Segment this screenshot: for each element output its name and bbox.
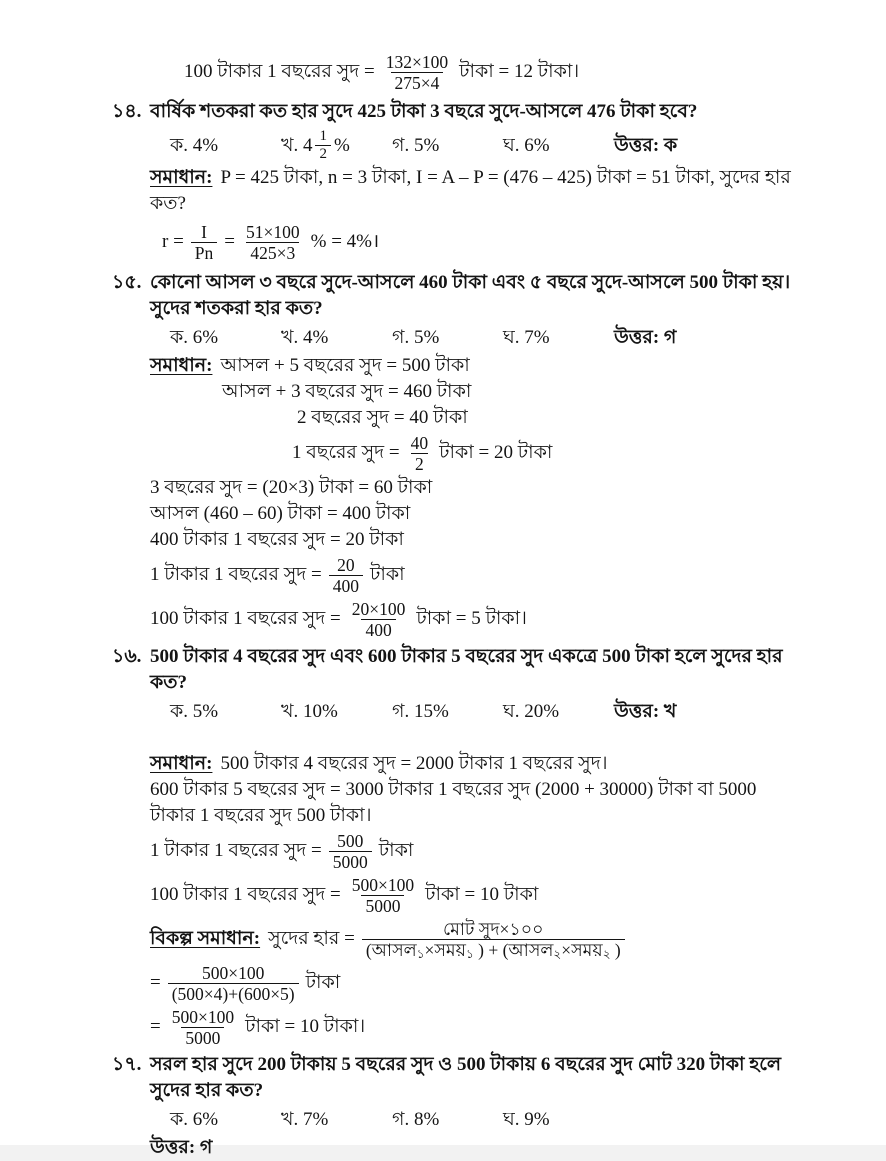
text-segment: ) <box>610 939 621 960</box>
fraction <box>168 963 299 1004</box>
option-d: ঘ. 9% <box>503 1109 550 1130</box>
text-segment: টাকা <box>305 972 341 993</box>
question-17-answer: উত্তর: গ <box>150 1137 213 1158</box>
subscript: ১ <box>416 946 425 961</box>
text-segment: টাকা <box>370 564 405 585</box>
question-14-rate-formula <box>162 217 830 267</box>
text-segment: 1 টাকার 1 বছরের সুদ = <box>150 840 322 861</box>
question-16-number: ১৬. <box>112 646 142 667</box>
question-15-solution-line-9 <box>150 597 830 641</box>
answer-label: উত্তর: খ <box>614 701 677 722</box>
option-a: ক. 6% <box>170 1109 219 1130</box>
fraction-numerator: 1 <box>319 128 327 144</box>
option-c: গ. 8% <box>392 1109 440 1130</box>
question-17-text: সরল হার সুদে 200 টাকায় 5 বছরের সুদ ও 500 টাকায় 6 বছরের সুদ মোট 320 টাকা হলে সুদের হার কত? <box>150 1054 782 1101</box>
fraction <box>382 52 452 93</box>
option-d: ঘ. 20% <box>503 701 560 722</box>
question-15-solution-line-1 <box>150 353 830 379</box>
option-d: ঘ. 7% <box>503 327 550 348</box>
solution-text: 500 টাকার 4 বছরের সুদ = 2000 টাকার 1 বছরের সুদ। <box>220 753 608 774</box>
fraction-denominator: Pn <box>191 242 217 263</box>
option-d: ঘ. 6% <box>503 134 550 156</box>
option-c: গ. 5% <box>392 327 440 348</box>
text-segment: টাকা = 5 টাকা। <box>416 608 527 629</box>
fraction-numerator: 500×100 <box>351 874 415 895</box>
fraction <box>315 128 331 163</box>
fraction <box>348 875 418 916</box>
question-14-number: ১৪. <box>112 101 142 122</box>
question-16-solution-line-3 <box>150 829 830 873</box>
text-segment: টাকা = 20 টাকা <box>439 442 553 463</box>
answer-label: উত্তর: ক <box>614 134 678 156</box>
question-15-solution-line-7: 400 টাকার 1 বছরের সুদ = 20 টাকা <box>150 529 404 550</box>
fraction <box>329 831 372 872</box>
text-segment: % = 4%। <box>310 231 380 252</box>
fraction-numerator: 500×100 <box>171 1006 235 1027</box>
question-15 <box>112 270 830 322</box>
answer-label: উত্তর: গ <box>614 327 677 348</box>
alternative-solution-step-1 <box>150 961 830 1005</box>
question-15-solution-line-6: আসল (460 – 60) টাকা = 400 টাকা <box>150 503 411 524</box>
question-15-solution-line-4 <box>292 431 830 475</box>
text-segment: সুদের হার = <box>268 928 355 949</box>
question-15-number: ১৫. <box>112 272 142 293</box>
text-segment: ×সময় <box>424 939 466 960</box>
text-segment: = <box>150 1016 161 1037</box>
fraction-numerator: 51×100 <box>246 221 300 242</box>
fraction-numerator: I <box>201 221 207 242</box>
question-16-text: 500 টাকার 4 বছরের সুদ এবং 600 টাকার 5 বছরের সুদ একত্রে 500 টাকা হলে সুদের হার কত? <box>150 646 783 693</box>
fraction-numerator: 40 <box>410 432 429 453</box>
text-segment: টাকা = 12 টাকা। <box>459 61 580 82</box>
question-16-solution-line-4 <box>150 873 830 917</box>
text-segment: (আসল <box>365 939 417 960</box>
fraction <box>242 222 304 263</box>
fraction-denominator: 400 <box>329 575 363 596</box>
text-segment: ) + (আসল <box>473 939 554 960</box>
fraction-denominator: 5000 <box>361 895 404 916</box>
option-c: গ. 15% <box>392 701 449 722</box>
question-17-options <box>170 1107 830 1133</box>
fraction-numerator: 20 <box>337 554 355 575</box>
question-15-solution-line-3: 2 বছরের সুদ = 40 টাকা <box>297 407 468 428</box>
alternative-solution-step-2 <box>150 1005 830 1049</box>
question-14-solution <box>150 165 800 217</box>
option-b: খ. 10% <box>281 701 338 722</box>
subscript: ১ <box>465 946 474 961</box>
question-15-solution-line-5: 3 বছরের সুদ = (20×3) টাকা = 60 টাকা <box>150 477 433 498</box>
fraction-denominator: 2 <box>315 145 331 163</box>
fraction <box>348 599 410 640</box>
option-a: ক. 5% <box>170 701 219 722</box>
fraction-numerator: 500 <box>337 830 364 851</box>
option-a: ক. 4% <box>170 134 219 156</box>
question-17-number: ১৭. <box>112 1054 142 1075</box>
fraction-numerator: 20×100 <box>351 598 406 619</box>
question-16 <box>112 644 830 696</box>
question-14-text: বার্ষিক শতকরা কত হার সুদে 425 টাকা 3 বছরে সুদে-আসলে 476 টাকা হবে? <box>150 101 698 122</box>
fraction-numerator: 132×100 <box>385 51 449 72</box>
fraction <box>168 1007 238 1048</box>
fraction-denominator: (500×4)+(600×5) <box>168 983 299 1004</box>
question-16-solution-line-2: 600 টাকার 5 বছরের সুদ = 3000 টাকার 1 বছরের সুদ (2000 + 30000) টাকা বা 5000 টাকার 1 বছরের সুদ 500 টাকা। <box>150 779 757 826</box>
question-14-options <box>170 128 830 163</box>
subscript: ২ <box>602 946 611 961</box>
text-segment: 100 টাকার 1 বছরের সুদ = <box>150 608 341 629</box>
text-segment: r = <box>162 231 184 252</box>
fraction <box>191 222 217 263</box>
text-segment: = <box>150 972 161 993</box>
question-15-text: কোনো আসল ৩ বছরে সুদে-আসলে 460 টাকা এবং ৫ বছরে সুদে-আসলে 500 টাকা হয়। সুদের শতকরা হার কত? <box>150 272 791 319</box>
q13-result-line <box>184 48 830 96</box>
fraction <box>362 919 625 960</box>
solution-label: সমাধান: <box>150 167 213 188</box>
fraction-numerator: 500×100 <box>201 962 265 983</box>
alternative-solution-label: বিকল্প সমাধান: <box>150 928 261 949</box>
option-b <box>281 128 392 163</box>
text-segment: টাকা = 10 টাকা। <box>245 1016 366 1037</box>
option-b: খ. 4% <box>281 327 329 348</box>
text-segment: 1 বছরের সুদ = <box>292 442 400 463</box>
option-b: খ. 7% <box>281 1109 329 1130</box>
option-c: গ. 5% <box>392 134 440 156</box>
fraction-denominator: 425×3 <box>246 242 299 263</box>
text-segment: 1 টাকার 1 বছরের সুদ = <box>150 564 322 585</box>
fraction-denominator: 5000 <box>181 1027 224 1048</box>
fraction-denominator: 5000 <box>329 851 372 872</box>
text-segment: % <box>333 134 350 156</box>
text-segment: টাকা = 10 টাকা <box>425 884 539 905</box>
fraction-denominator: 275×4 <box>391 72 444 93</box>
fraction <box>329 555 363 596</box>
text-segment: টাকা <box>378 840 414 861</box>
question-15-options <box>170 325 830 351</box>
text-segment: ×সময় <box>561 939 603 960</box>
question-16-solution-line-1 <box>150 751 830 777</box>
text-segment: = <box>224 231 235 252</box>
question-17 <box>112 1052 830 1104</box>
text-segment: খ. 4 <box>281 134 313 156</box>
solution-text: P = 425 টাকা, n = 3 টাকা, I = A – P = (476 – 425) টাকা = 51 টাকা, সুদের হার কত? <box>150 167 791 214</box>
text-segment: 100 টাকার 1 বছরের সুদ = <box>184 61 375 82</box>
solution-label: সমাধান: <box>150 753 213 774</box>
question-14 <box>112 99 830 125</box>
question-15-solution-line-2: আসল + 3 বছরের সুদ = 460 টাকা <box>222 381 472 402</box>
solution-label: সমাধান: <box>150 355 213 376</box>
question-15-solution-line-8 <box>150 553 830 597</box>
fraction-numerator: মোট সুদ×১০০ <box>443 918 544 939</box>
alternative-solution-formula <box>150 917 830 961</box>
subscript: ২ <box>553 946 562 961</box>
option-a: ক. 6% <box>170 327 219 348</box>
fraction-denominator: 2 <box>411 453 428 474</box>
text-segment: 100 টাকার 1 বছরের সুদ = <box>150 884 341 905</box>
fraction <box>407 433 433 474</box>
question-16-options <box>170 699 830 725</box>
fraction-denominator: 400 <box>361 619 395 640</box>
solution-text: আসল + 5 বছরের সুদ = 500 টাকা <box>220 355 470 376</box>
fraction-denominator <box>362 939 625 960</box>
